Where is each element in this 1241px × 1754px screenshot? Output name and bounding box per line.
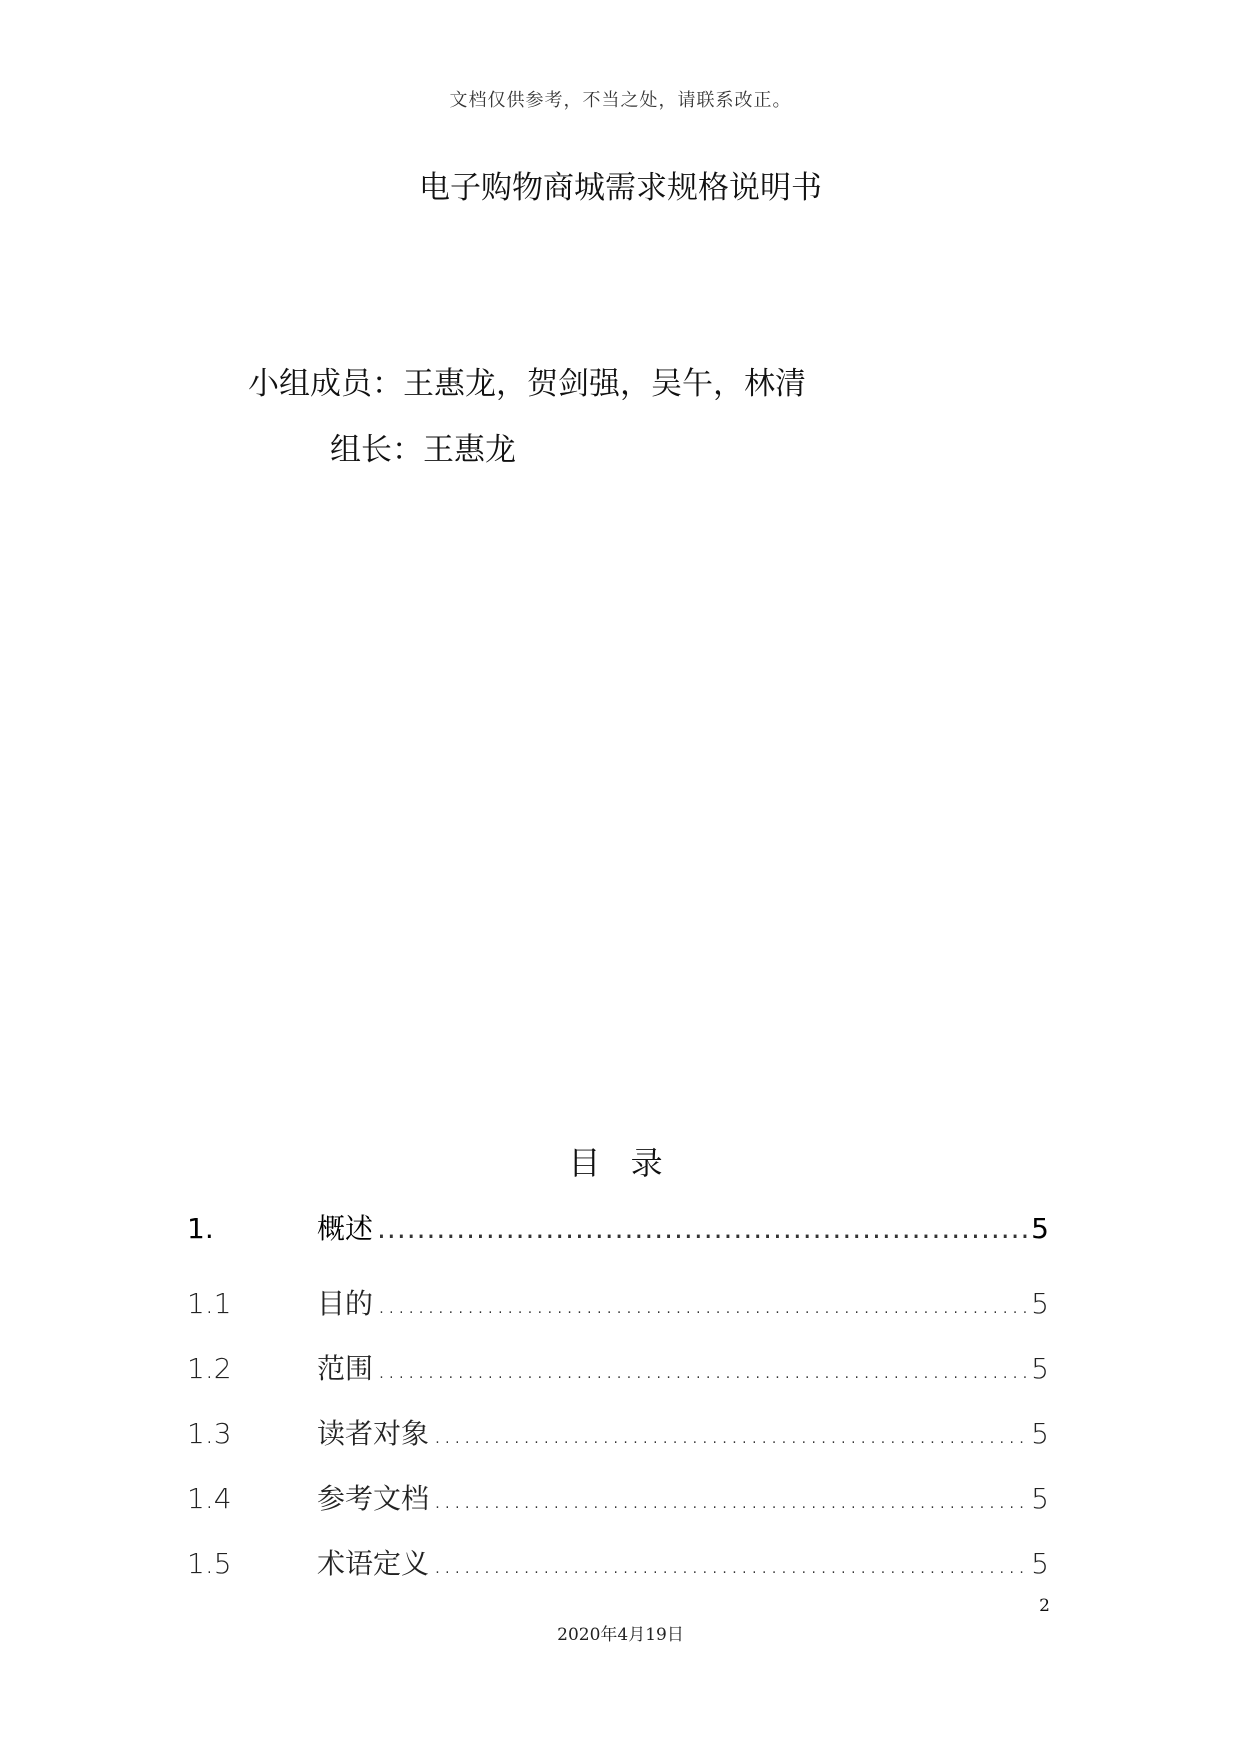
toc-dot-leader bbox=[433, 1547, 1029, 1580]
toc-dot-leader bbox=[377, 1212, 1029, 1245]
toc-dot-leader bbox=[377, 1352, 1029, 1385]
toc-entry-page: 5 bbox=[1031, 1417, 1049, 1450]
toc-entry[interactable] bbox=[187, 1207, 1049, 1282]
toc-entry[interactable] bbox=[187, 1477, 1049, 1542]
toc-entry[interactable] bbox=[187, 1347, 1049, 1412]
page-number: 2 bbox=[1039, 1596, 1050, 1616]
toc-entry-label: 术语定义 bbox=[317, 1547, 430, 1580]
toc-entry-label: 参考文档 bbox=[317, 1482, 430, 1515]
toc-entry-number: 1.1 bbox=[187, 1287, 232, 1320]
toc-entry-label: 目的 bbox=[317, 1287, 374, 1320]
header-note: 文档仅供参考，不当之处，请联系改正。 bbox=[449, 90, 792, 111]
toc-entry-page: 5 bbox=[1031, 1482, 1049, 1515]
toc-entry-label: 范围 bbox=[317, 1352, 374, 1385]
toc-entry-number: 1. bbox=[187, 1212, 214, 1245]
document-title: 电子购物商城需求规格说明书 bbox=[419, 170, 822, 206]
toc-entry-page: 5 bbox=[1031, 1212, 1049, 1245]
group-members: 小组成员：王惠龙，贺剑强，吴午，林清 bbox=[248, 366, 806, 402]
toc-entry-page: 5 bbox=[1031, 1287, 1049, 1320]
toc-entry-page: 5 bbox=[1031, 1352, 1049, 1385]
toc-entry[interactable] bbox=[187, 1282, 1049, 1347]
toc-entry-page: 5 bbox=[1031, 1547, 1049, 1580]
toc-entry-label: 读者对象 bbox=[317, 1417, 430, 1450]
toc-entry-label: 概述 bbox=[317, 1212, 374, 1245]
toc-entry[interactable] bbox=[187, 1412, 1049, 1477]
toc-dot-leader bbox=[377, 1287, 1029, 1320]
toc-entry-number: 1.5 bbox=[187, 1547, 232, 1580]
toc-heading: 目 录 bbox=[568, 1144, 673, 1182]
toc-dot-leader bbox=[433, 1417, 1029, 1450]
toc-dot-leader bbox=[433, 1482, 1029, 1515]
toc-entry-number: 1.4 bbox=[187, 1482, 232, 1515]
toc-entry-number: 1.2 bbox=[187, 1352, 232, 1385]
toc-entry-number: 1.3 bbox=[187, 1417, 232, 1450]
toc-entry[interactable] bbox=[187, 1542, 1049, 1607]
group-leader: 组长：王惠龙 bbox=[330, 432, 516, 468]
footer-date: 2020年4月19日 bbox=[557, 1625, 684, 1645]
table-of-contents bbox=[187, 1207, 1049, 1607]
